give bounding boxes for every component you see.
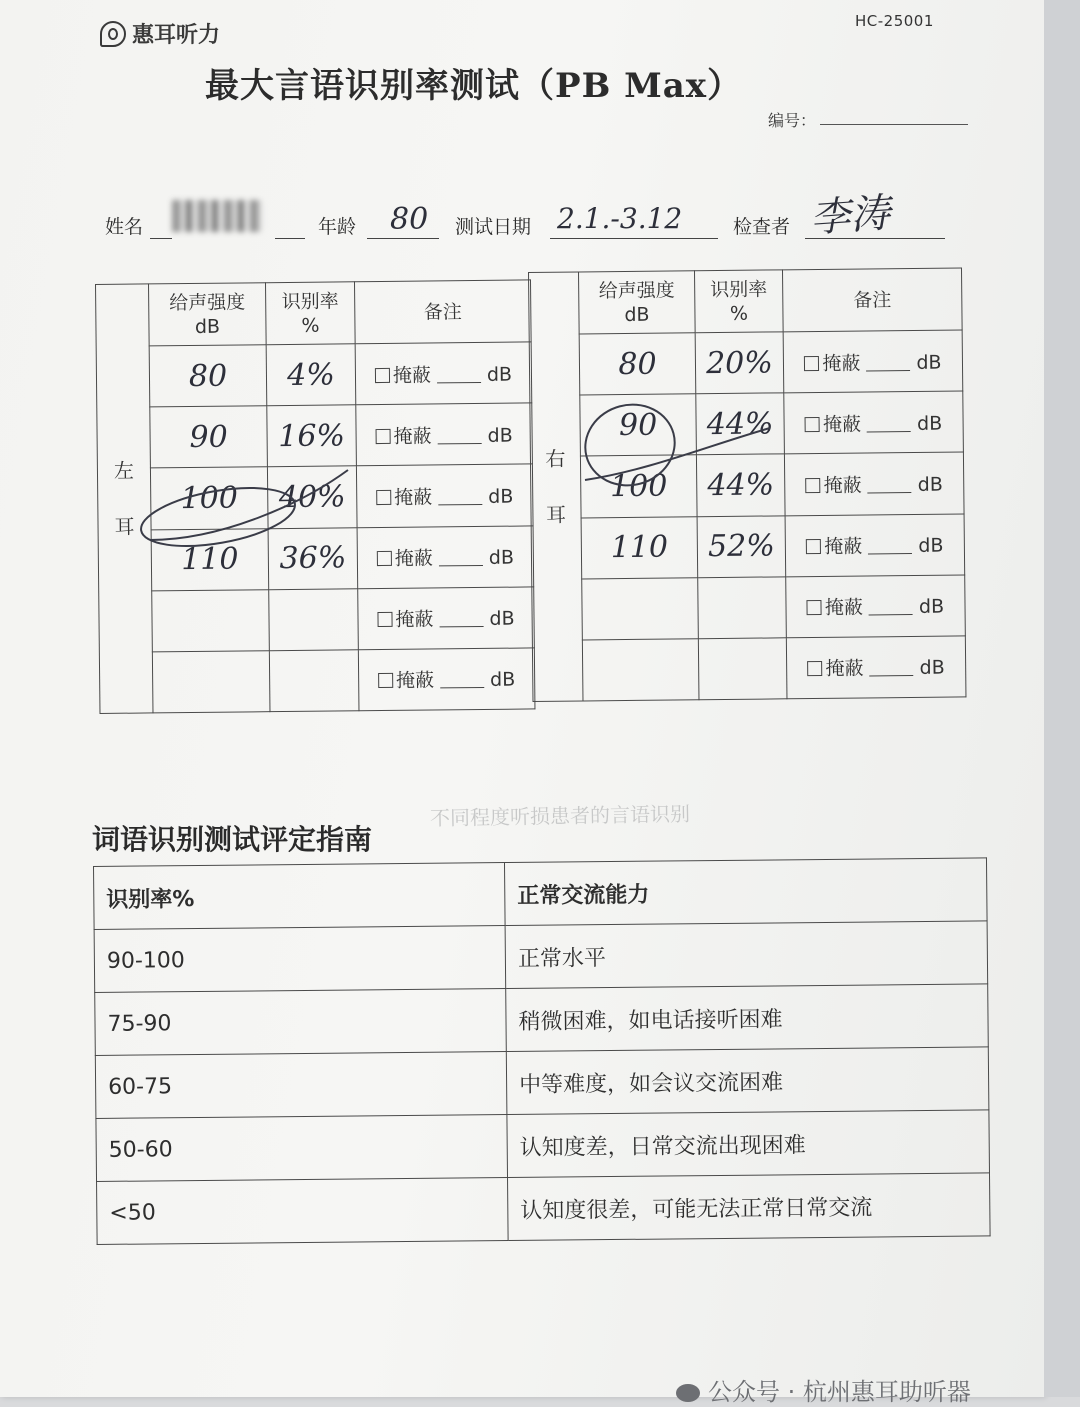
brand-name: 惠耳听力 xyxy=(132,23,221,48)
circle-mark-right-90 xyxy=(576,395,684,496)
mask-note: 掩蔽 dB xyxy=(786,575,966,638)
bleed-through-text: 不同程度听损患者的言语识别 xyxy=(429,801,691,831)
table-row xyxy=(94,921,988,993)
wechat-icon xyxy=(676,1384,700,1402)
stroke-mark-right xyxy=(585,428,770,480)
examiner-signature: 李涛 xyxy=(808,190,892,242)
right-ear-label-1: 右 xyxy=(545,446,566,471)
level-cell: 90 xyxy=(150,406,268,468)
name-label: 姓名 xyxy=(105,216,144,238)
guide-ability-cell: 正常水平 xyxy=(505,921,988,989)
mask-note: 掩蔽 dB xyxy=(358,587,535,650)
age-label: 年龄 xyxy=(318,216,357,238)
level-cell: 110 xyxy=(581,516,698,578)
mask-note: 掩蔽 dB xyxy=(785,514,965,577)
guide-rate-cell: <50 xyxy=(97,1178,509,1245)
guide-table xyxy=(93,857,991,1245)
table-row xyxy=(95,1047,989,1119)
col-rate-header: 识别率 % xyxy=(265,282,355,345)
table-row xyxy=(95,984,989,1056)
table-row xyxy=(96,1110,990,1182)
rate-cell: 52% xyxy=(697,515,786,577)
rate-cell: 36% xyxy=(268,527,358,589)
col-level-header: 给声强度 dB xyxy=(149,283,267,346)
mask-note: 掩蔽 dB xyxy=(355,342,532,405)
guide-rate-cell: 60-75 xyxy=(95,1052,507,1119)
rate-cell: 44% xyxy=(696,454,785,516)
mask-note: 掩蔽 dB xyxy=(783,330,963,393)
col-rate-header: 识别率 % xyxy=(694,270,783,333)
rate-cell: 40% xyxy=(267,466,357,528)
left-ear-label-1: 左 xyxy=(113,458,135,483)
level-cell: 100 xyxy=(580,455,697,517)
mask-note: 掩蔽 dB xyxy=(358,648,535,711)
guide-ability-cell: 认知度很差，可能无法正常日常交流 xyxy=(508,1173,991,1241)
rate-cell: 20% xyxy=(695,332,784,394)
serial-label: 编号： xyxy=(768,111,817,130)
guide-title: 词语识别测试评定指南 xyxy=(92,823,373,856)
col-level-header: 给声强度 dB xyxy=(579,271,696,334)
guide-header-row xyxy=(94,858,988,930)
level-cell: 110 xyxy=(151,528,269,590)
guide-col-rate: 识别率% xyxy=(94,863,506,930)
mask-note: 掩蔽 dB xyxy=(786,636,966,699)
watermark: 公众号 · 杭州惠耳助听器 xyxy=(676,1372,971,1407)
guide-ability-cell: 认知度差，日常交流出现困难 xyxy=(507,1110,990,1178)
date-label: 测试日期 xyxy=(455,216,532,238)
page-title: 最大言语识别率测试（PB Max） xyxy=(205,66,743,106)
date-value: 2.1.-3.12 xyxy=(557,202,683,235)
level-cell: 90 xyxy=(580,394,697,456)
mask-note: 掩蔽 dB xyxy=(357,525,534,588)
rate-cell: 4% xyxy=(266,344,356,406)
mask-note: 掩蔽 dB xyxy=(356,464,533,527)
circle-mark-left-100 xyxy=(137,478,300,556)
age-value: 80 xyxy=(390,202,429,237)
mask-note: 掩蔽 dB xyxy=(356,403,533,466)
level-cell: 80 xyxy=(579,333,696,395)
document-code: HC-25001 xyxy=(855,12,934,30)
guide-rate-cell: 50-60 xyxy=(96,1115,508,1182)
level-cell: 80 xyxy=(149,345,267,407)
rate-cell: 16% xyxy=(267,405,357,467)
left-ear-label-2: 耳 xyxy=(114,514,135,539)
right-ear-label-2: 耳 xyxy=(545,502,567,527)
guide-rate-cell: 90-100 xyxy=(94,926,506,993)
mask-note: 掩蔽 dB xyxy=(784,452,964,515)
col-note-header: 备注 xyxy=(782,268,962,332)
guide-rate-cell: 75-90 xyxy=(95,989,507,1056)
examiner-label: 检查者 xyxy=(733,216,791,238)
table-row xyxy=(97,1173,991,1245)
guide-col-ability: 正常交流能力 xyxy=(504,858,987,926)
guide-ability-cell: 中等难度，如会议交流困难 xyxy=(506,1047,989,1115)
level-cell: 100 xyxy=(150,467,268,529)
col-note-header: 备注 xyxy=(354,280,531,344)
guide-ability-cell: 稍微困难，如电话接听困难 xyxy=(506,984,989,1052)
rate-cell: 44% xyxy=(696,393,785,455)
mask-note: 掩蔽 dB xyxy=(784,391,964,454)
stroke-mark-left xyxy=(150,470,348,540)
